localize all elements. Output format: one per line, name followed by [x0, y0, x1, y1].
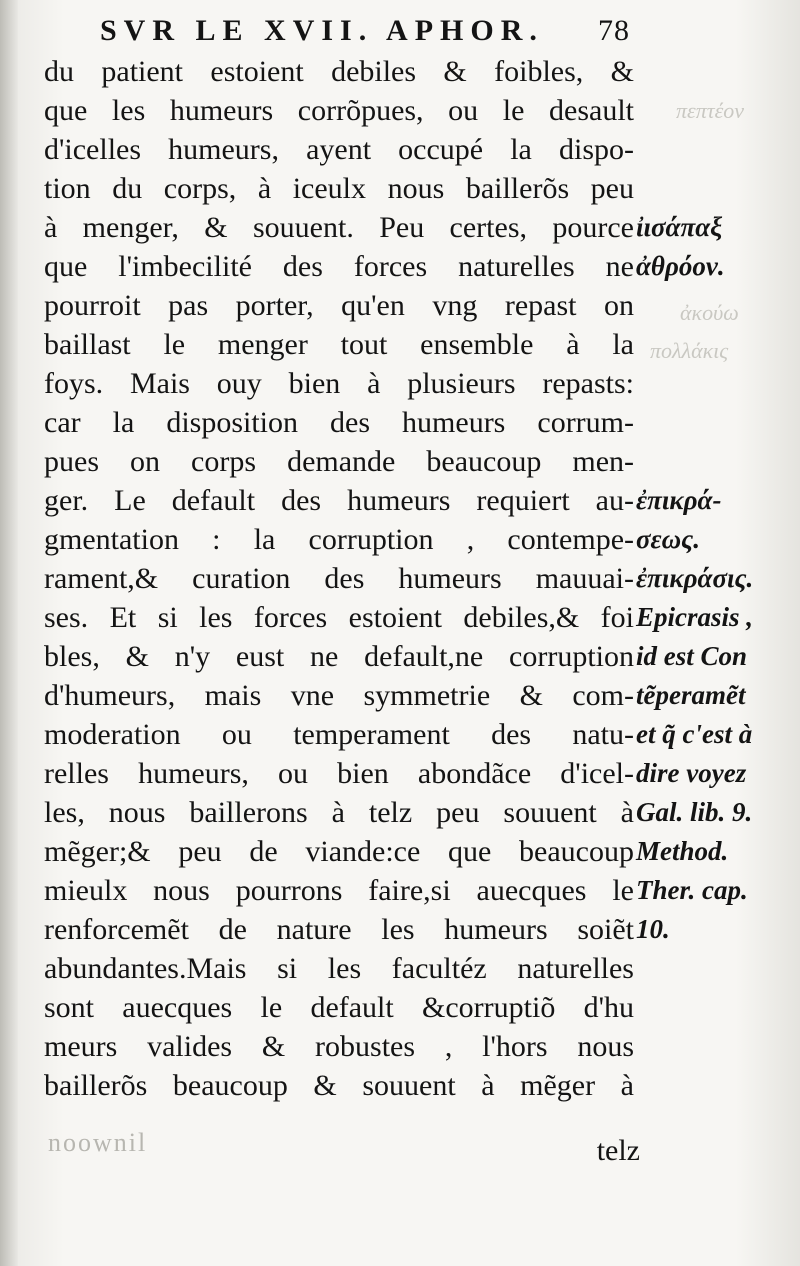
marginal-note: ἐπικράσις. [636, 563, 754, 593]
marginal-note: ἀθρόον. [636, 251, 725, 281]
text-line: sont auecques le default &corruptiõ d'hu [44, 991, 634, 1024]
page-gutter-shadow [0, 0, 18, 1266]
marginal-note: et q̃ c'est à [636, 719, 753, 749]
marginal-note: Method. [636, 836, 729, 866]
text-line: moderation ou temperament des natu- [44, 718, 634, 751]
text-line: baillast le menger tout ensemble à la [44, 328, 634, 361]
running-title: SVR LE XVII. APHOR. [100, 14, 544, 47]
text-line: que l'imbecilité des forces naturelles ne [44, 250, 634, 283]
text-line: tion du corps, à iceulx nous baillerõs peu [44, 172, 634, 205]
text-line: mẽger;& peu de viande:ce que beaucoup [44, 835, 634, 868]
text-line: foys. Mais ouy bien à plusieurs repasts: [44, 367, 634, 400]
show-through-text: πεπτέον [676, 98, 745, 123]
text-line: que les humeurs corrõpues, ou le desault [44, 94, 634, 127]
text-line: pourroit pas porter, qu'en vng repast on [44, 289, 634, 322]
text-line: relles humeurs, ou bien abondãce d'icel- [44, 757, 634, 790]
running-header [100, 14, 630, 54]
marginal-note: ἰισάπαξ [636, 212, 723, 242]
text-line: gmentation : la corruption , contempe- [44, 523, 634, 556]
marginal-note: 10. [636, 914, 670, 944]
marginal-note: tẽperamẽt [636, 680, 746, 710]
marginal-note: Epicrasis , [636, 602, 754, 632]
text-line: du patient estoient debiles & foibles, & [44, 55, 634, 88]
text-line: pues on corps demande beaucoup men- [44, 445, 634, 478]
text-line: ger. Le default des humeurs requiert au- [44, 484, 634, 517]
text-line: d'icelles humeurs, ayent occupé la dispo- [44, 133, 634, 166]
text-line: car la disposition des humeurs corrum- [44, 406, 634, 439]
show-through-text: πολλάκις [650, 338, 729, 363]
text-line: meurs valides & robustes , l'hors nous [44, 1030, 634, 1063]
catchword: telz [596, 1134, 640, 1167]
text-line: renforcemẽt de nature les humeurs soiẽt [44, 913, 634, 946]
marginal-note: id est Con [636, 641, 748, 671]
text-line: abundantes.Mais si les facultéz naturelles [44, 952, 634, 985]
text-line: bles, & n'y eust ne default,ne corruption [44, 640, 634, 673]
marginal-note: dire voyez [636, 758, 747, 788]
text-line: d'humeurs, mais vne symmetrie & com- [44, 679, 634, 712]
marginal-note: Ther. cap. [636, 875, 748, 905]
page-number: 78 [598, 14, 630, 47]
text-line: rament,& curation des humeurs mauuai- [44, 562, 634, 595]
text-line: les, nous baillerons à telz peu souuent à [44, 796, 634, 829]
marginal-note: ἐπικρά- [636, 485, 722, 515]
marginal-note: σεως. [636, 524, 700, 554]
text-line: baillerõs beaucoup & souuent à mẽger à [44, 1069, 634, 1102]
show-through-text: noownil [48, 1128, 148, 1157]
main-text-block [44, 52, 634, 1105]
marginal-note: Gal. lib. 9. [636, 797, 753, 827]
show-through-text: ἀκούω [680, 300, 739, 325]
text-line: ses. Et si les forces estoient debiles,& foi [44, 601, 634, 634]
text-line: à menger, & souuent. Peu certes, pource [44, 211, 634, 244]
text-line: mieulx nous pourrons faire,si auecques le [44, 874, 634, 907]
